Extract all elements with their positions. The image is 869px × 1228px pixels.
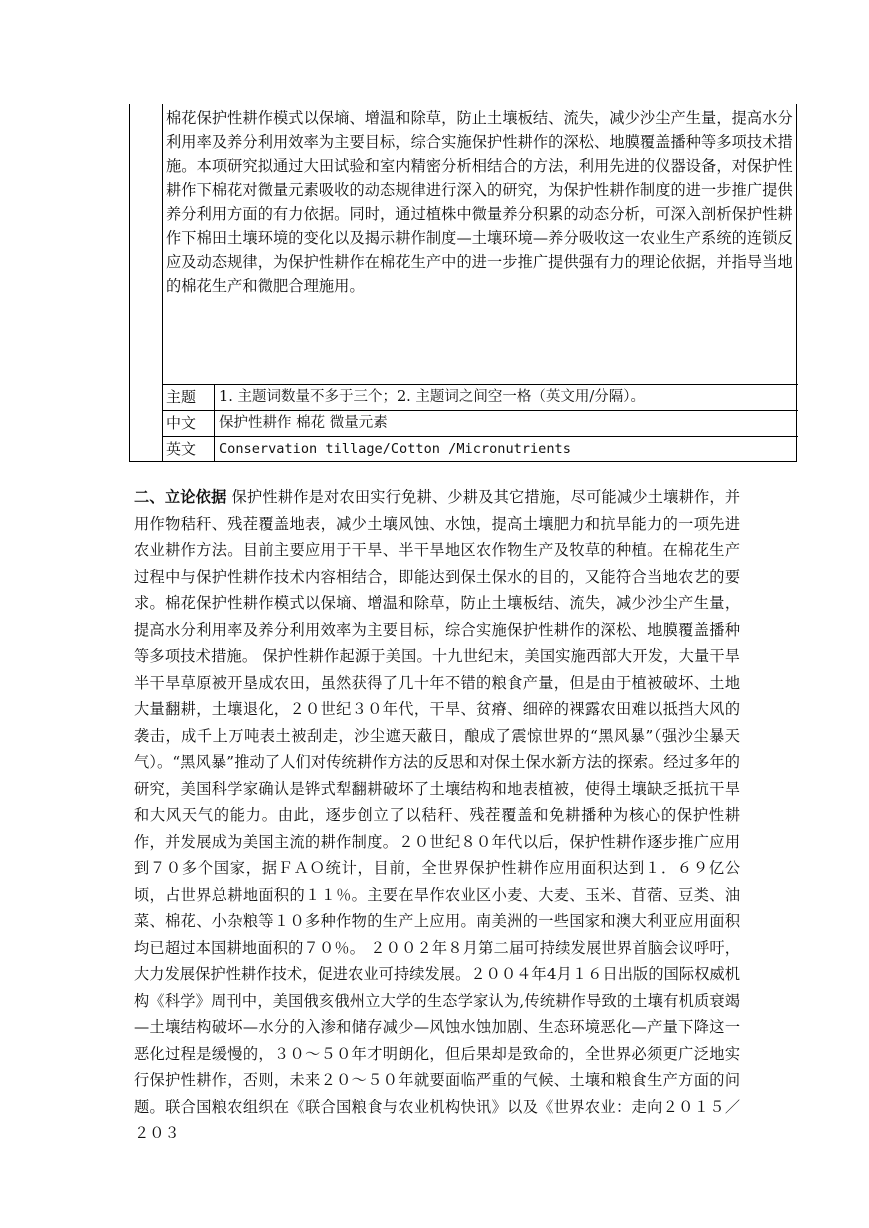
theme-value: 1. 主题词数量不多于三个；2. 主题词之间空一格（英文用/分隔）。 bbox=[219, 389, 646, 405]
keyword-row-theme bbox=[163, 384, 798, 410]
english-label: 英文 bbox=[163, 437, 215, 462]
abstract-text: 棉花保护性耕作模式以保墒、增温和除草，防止土壤板结、流失，减少沙尘产生量，提高水分利用率及养分利用效率为主要目标，综合实施保护性耕作的深松、地膜覆盖播种等多项技术措施。本项研究拟通过大田试验和室内精密分析相结合的方法，利用先进的仪器设备，对保护性耕作下棉花对微量元素吸收的动态规律进行深入的研究，为保护性耕作制度的进一步推广提供养分利用方面的有力依据。同时，通过植株中微量养分积累的动态分析，可深入剖析保护性耕作下棉田土壤环境的变化以及揭示耕作制度—土壤环境—养分吸收这一农业生产系统的连锁反应及动态规律，为保护性耕作在棉花生产中的进一步推广提供强有力的理论依据，并指导当地的棉花生产和微肥合理施用。 bbox=[166, 109, 793, 295]
abstract-table bbox=[129, 104, 797, 462]
table-left-column bbox=[130, 104, 163, 461]
section-body: 保护性耕作是对农田实行免耕、少耕及其它措施，尽可能减少土壤耕作，并用作物秸秆、残茬覆盖地表，减少土壤风蚀、水蚀，提高土壤肥力和抗旱能力的一项先进农业耕作方法。目前主要应用于干旱、半干旱地区农作物生产及牧草的种植。在棉花生产过程中与保护性耕作技术内容相结合，即能达到保土保水的目的，又能符合当地农艺的要求。棉花保护性耕作模式以保墒、增温和除草，防止土壤板结、流失，减少沙尘产生量，提高水分利用率及养分利用效率为主要目标，综合实施保护性耕作的深松、地膜覆盖播种等多项技术措施。 保护性耕作起源于美国。十九世纪末，美国实施西部大开发，大量干旱半干旱草原被开垦成农田，虽然获得了几十年不错的粮食产量，但是由于植被破坏、土地大量翻耕，土壤退化，２０世纪３０年代，干旱、贫瘠、细碎的裸露农田难以抵挡大风的袭击，成千上万吨表土被刮走，沙尘遮天蔽日，酿成了震惊世界的“黑风暴”（强沙尘暴天气）。“黑风暴”推动了人们对传统耕作方法的反思和对保土保水新方法的探索。经过多年的研究，美国科学家确认是铧式犁翻耕破坏了土壤结构和地表植被，使得土壤缺乏抵抗干旱和大风天气的能力。由此，逐步创立了以秸秆、残茬覆盖和免耕播种为核心的保护性耕作，并发展成为美国主流的耕作制度。２０世纪８０年代以后，保护性耕作逐步推广应用到７０多个国家，据ＦＡＯ统计，目前，全世界保护性耕作应用面积达到１．６９亿公顷，占世界总耕地面积的１１％。主要在旱作农业区小麦、大麦、玉米、苜蓿、豆类、油菜、棉花、小杂粮等１０多种作物的生产上应用。南美洲的一些国家和澳大利亚应用面积均已超过本国耕地面积的７０％。 ２００２年８月第二届可持续发展世界首脑会议呼吁，大力发展保护性耕作技术，促进农业可持续发展。２００４年4月１６日出版的国际权威机构《科学》周刊中，美国俄亥俄州立大学的生态学家认为,传统耕作导致的土壤有机质衰竭—土壤结构破坏—水分的入渗和储存减少—风蚀水蚀加剧、生态环境恶化—产量下降这一恶化过程是缓慢的，３０～５０年才明朗化，但后果却是致命的，全世界必须更广泛地实行保护性耕作，否则，未来２０～５０年就要面临严重的气候、土壤和粮食生产方面的问题。联合国粮农组织在《联合国粮食与农业机构快讯》以及《世界农业：走向２０１５／２０３ bbox=[134, 488, 741, 1142]
keyword-row-chinese bbox=[163, 410, 798, 436]
theme-label: 主题 bbox=[163, 385, 215, 410]
rationale-section bbox=[134, 484, 740, 1147]
keyword-row-english bbox=[163, 436, 798, 462]
english-keywords: Conservation tillage/Cotton /Micronutrients bbox=[219, 441, 571, 457]
chinese-label: 中文 bbox=[163, 411, 215, 436]
chinese-keywords: 保护性耕作 棉花 微量元素 bbox=[219, 415, 388, 431]
section-heading: 二、立论依据 bbox=[134, 488, 227, 506]
